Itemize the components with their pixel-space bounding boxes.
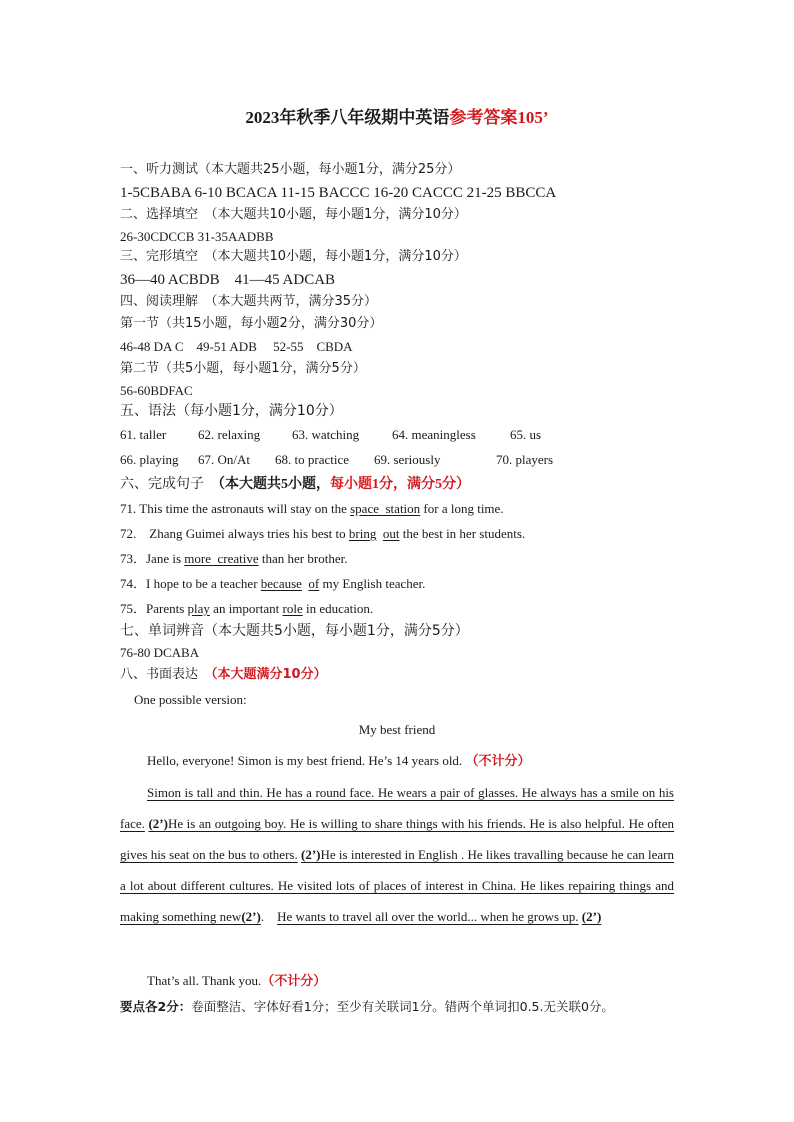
section-6-heading: 六、完成句子 （本大题共5小题，每小题1分，满分5分） [120,476,470,492]
section-4-part-2-answers: 56-60BDFAC [120,383,193,398]
grammar-answer: 66. playing [120,452,179,467]
sentence-75: 75．Parents play an important role in education. [120,601,374,616]
section-3-answers: 36—40 ACBDB 41—45 ADCAB [120,272,336,288]
score-mark: (2’) [241,909,261,924]
section-4-heading: 四、阅读理解 （本大题共两节，满分35分） [120,294,378,309]
grammar-answer: 62. relaxing [198,427,261,442]
section-4-part-1-heading: 第一节（共15小题，每小题2分，满分30分） [120,316,383,331]
essay-opening: Hello, everyone! Simon is my best friend. He’s 14 years old. （不计分） [147,753,531,769]
sentence-74: 74．I hope to be a teacher because of my English teacher. [120,576,426,591]
sentence-71: 71. This time the astronauts will stay on the space station for a long time. [120,501,504,516]
section-3-heading: 三、完形填空 （本大题共10小题，每小题1分，满分10分） [120,249,467,264]
score-mark: (2’) [581,909,602,924]
section-7-heading: 七、单词辨音（本大题共5小题，每小题1分，满分5分） [120,623,469,639]
sentence-73: 73．Jane is more creative than her brother. [120,551,348,566]
sentence-72: 72. Zhang Guimei always tries his best to bring out the best in her students. [120,526,526,541]
essay-body: Simon is tall and thin. He has a round face. He wears a pair of glasses. He always has a smile on his face. (2’)He is an outgoing boy. He is willing to share things with his friends. He is also helpful. He often gives his seat on the bus to others. (2’)He is interested in English . He likes travalling because he can learn a lot about different cultures. He visited lots of places of interest in China. He likes repairing things and making something new(2’). He wants to travel all over the world... when he grows up. (2’) [120,785,675,924]
section-8-heading: 八、书面表达 （本大题满分10分） [120,667,327,682]
no-score-note: （不计分） [261,974,327,989]
page-title: 2023年秋季八年级期中英语参考答案105’ [245,108,549,127]
section-2-heading: 二、选择填空 （本大题共10小题，每小题1分，满分10分） [120,207,467,222]
section-5-heading: 五、语法（每小题1分，满分10分） [120,403,343,419]
essay-intro: One possible version: [134,692,247,707]
section-2-answers: 26-30CDCCB 31-35AADBB [120,229,274,244]
grammar-answer: 61. taller [120,427,167,442]
essay-closing: That’s all. Thank you.（不计分） [147,973,327,989]
grammar-answer: 70. players [496,452,554,467]
section-4-part-2-heading: 第二节（共5小题，每小题1分，满分5分） [120,361,366,376]
section-4-part-1-answers: 46-48 DA C 49-51 ADB 52-55 CBDA [120,339,353,354]
section-1-answers: 1-5CBABA 6-10 BCACA 11-15 BACCC 16-20 CACCC 21-25 BBCCA [120,185,557,201]
grammar-answer: 68. to practice [275,452,349,467]
section-1-heading: 一、听力测试（本大题共25小题，每小题1分，满分25分） [120,162,461,177]
score-mark: (2’) [300,847,321,862]
section-7-answers: 76-80 DCABA [120,645,200,660]
essay-title: My best friend [358,722,436,737]
grammar-answer: 64. meaningless [392,427,476,442]
title-accent: 参考答案105’ [449,108,549,127]
grammar-answer: 69. seriously [374,452,441,467]
score-mark: (2’) [148,816,168,831]
scoring-notes: 要点各2分：卷面整洁、字体好看1分；至少有关联词1分。错两个单词扣0.5.无关联0分。 [120,999,614,1014]
no-score-note: （不计分） [465,754,531,769]
grammar-answer: 63. watching [292,427,360,442]
grammar-answer: 67. On/At [198,452,250,467]
grammar-answer: 65. us [510,427,542,442]
